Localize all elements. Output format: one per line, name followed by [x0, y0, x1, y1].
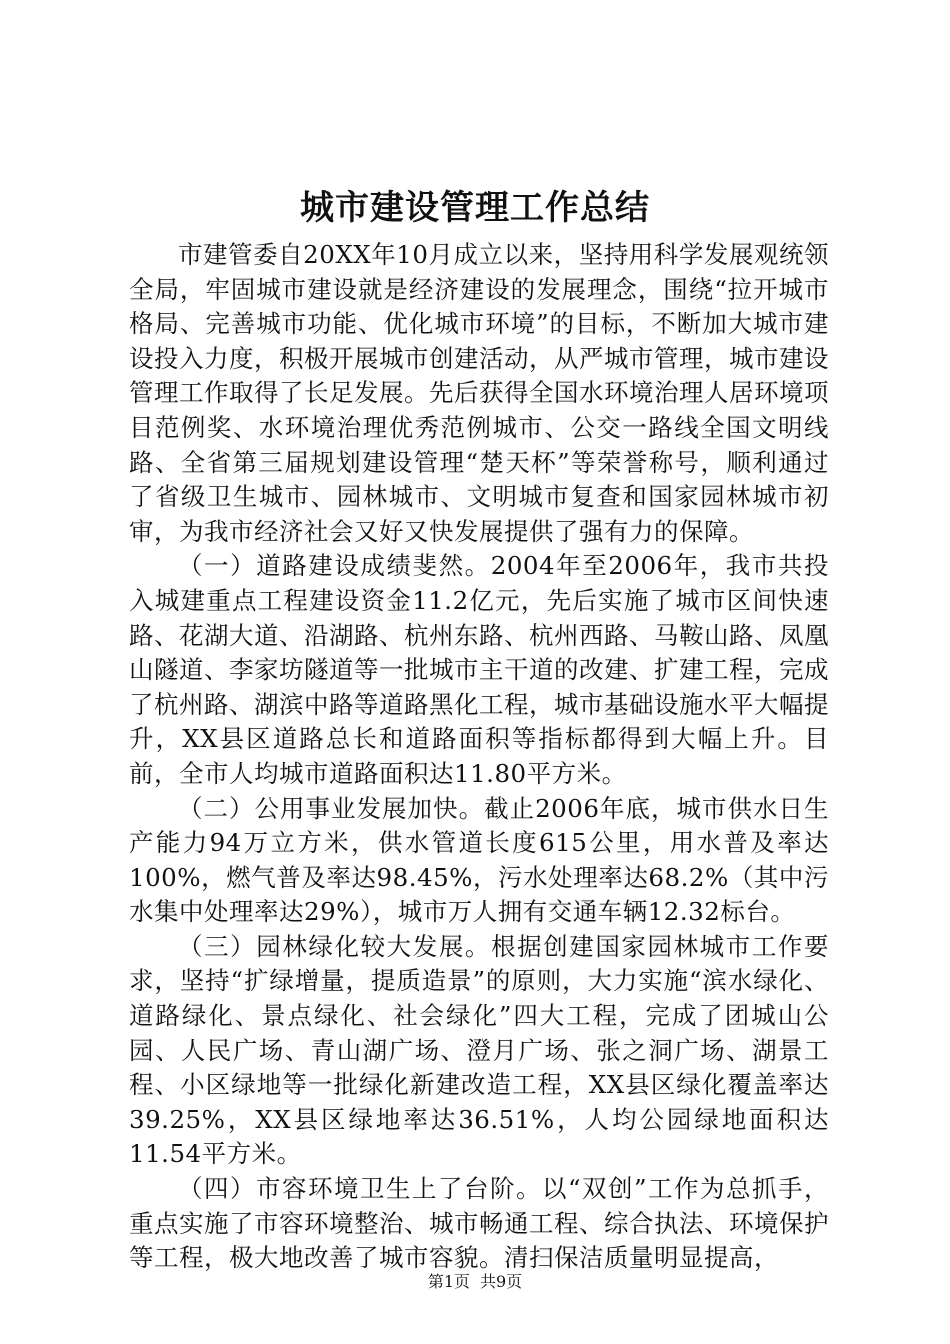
paragraph-landscaping: （三）园林绿化较大发展。根据创建国家园林城市工作要求，坚持“扩绿增量，提质造景”的原则，大力实施“滨水绿化、道路绿化、景点绿化、社会绿化”四大工程，完成了团城山公园、人民广场、青山湖广场、澄月广场、张之洞广场、湖景工程、小区绿地等一批绿化新建改造工程，XX县区绿化覆盖率达39.25%，XX县区绿地率达36.51%，人均公园绿地面积达11.54平方米。 [129, 931, 829, 1169]
page-total: 共9页 [480, 1272, 523, 1291]
paragraph-road-construction: （一）道路建设成绩斐然。2004年至2006年，我市共投入城建重点工程建设资金11.2亿元，先后实施了城市区间快速路、花湖大道、沿湖路、杭州东路、杭州西路、马鞍山路、凤凰山隧道、李家坊隧道等一批城市主干道的改建、扩建工程，完成了杭州路、湖滨中路等道路黑化工程，城市基础设施水平大幅提升，XX县区道路总长和道路面积等指标都得到大幅上升。目前，全市人均城市道路面积达11.80平方米。 [129, 551, 829, 788]
paragraph-city-environment: （四）市容环境卫生上了台阶。以“双创”工作为总抓手，重点实施了市容环境整治、城市畅通工程、综合执法、环境保护等工程，极大地改善了城市容貌。清扫保洁质量明显提高， [129, 1174, 829, 1273]
page-number: 第1页 [427, 1272, 470, 1291]
document-body [129, 238, 829, 1276]
document-title: 城市建设管理工作总结 [300, 188, 650, 228]
paragraph-public-utilities: （二）公用事业发展加快。截止2006年底，城市供水日生产能力94万立方米，供水管道长度615公里，用水普及率达100%，燃气普及率达98.45%，污水处理率达68.2%（其中污水集中处理率达29%），城市万人拥有交通车辆12.32标台。 [129, 793, 829, 927]
page-footer [0, 1272, 950, 1292]
paragraph-intro: 市建管委自20XX年10月成立以来，坚持用科学发展观统领全局，牢固城市建设就是经济建设的发展理念，围绕“拉开城市格局、完善城市功能、优化城市环境”的目标，不断加大城市建设投入力度，积极开展城市创建活动，从严城市管理，城市建设管理工作取得了长足发展。先后获得全国水环境治理人居环境项目范例奖、水环境治理优秀范例城市、公交一路线全国文明线路、全省第三届规划建设管理“楚天杯”等荣誉称号，顺利通过了省级卫生城市、园林城市、文明城市复查和国家园林城市初审，为我市经济社会又好又快发展提供了强有力的保障。 [129, 240, 829, 546]
